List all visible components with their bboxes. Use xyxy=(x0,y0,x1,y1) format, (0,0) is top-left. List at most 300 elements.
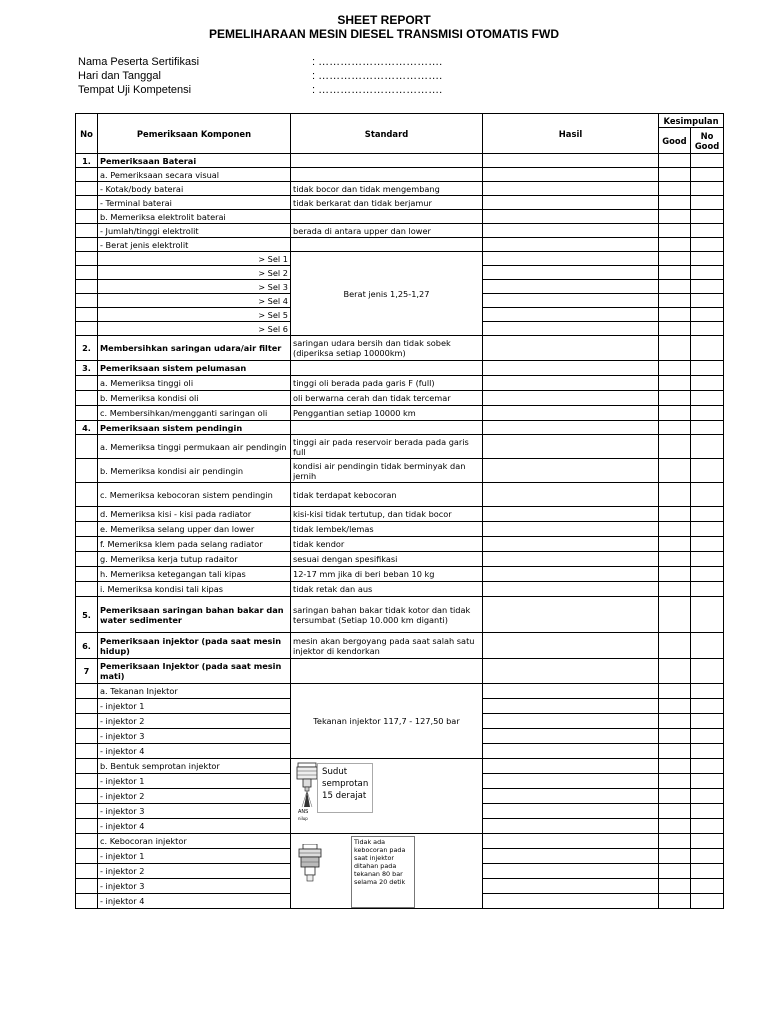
row-no: 6. xyxy=(76,633,98,659)
hasil-cell[interactable] xyxy=(483,168,659,182)
good-cell[interactable] xyxy=(659,834,691,849)
item-label: h. Memeriksa ketegangan tali kipas xyxy=(98,567,291,582)
standard-cell: tidak terdapat kebocoran xyxy=(291,483,483,507)
good-cell[interactable] xyxy=(659,774,691,789)
header-komponen: Pemeriksaan Komponen xyxy=(98,114,291,154)
section-title: Pemeriksaan sistem pelumasan xyxy=(98,361,291,376)
row-no xyxy=(76,582,98,597)
row-no: 5. xyxy=(76,597,98,633)
header-kesimpulan: Kesimpulan xyxy=(659,114,724,128)
good-cell[interactable] xyxy=(659,633,691,659)
nogood-cell[interactable] xyxy=(691,659,724,684)
tekanan-standard: Tekanan injektor 117,7 - 127,50 bar xyxy=(291,684,483,759)
nogood-cell[interactable] xyxy=(691,894,724,909)
standard-cell: kondisi air pendingin tidak berminyak dan jernih xyxy=(291,459,483,483)
good-cell[interactable] xyxy=(659,294,691,308)
nogood-cell[interactable] xyxy=(691,774,724,789)
standard-cell: mesin akan bergoyang pada saat salah satu injektor di kendorkan xyxy=(291,633,483,659)
injector-body-icon xyxy=(295,844,325,888)
good-cell[interactable] xyxy=(659,459,691,483)
table-row xyxy=(76,659,724,684)
item-label: e. Memeriksa selang upper dan lower xyxy=(98,522,291,537)
item-label: c. Memeriksa kebocoran sistem pendingin xyxy=(98,483,291,507)
row-no xyxy=(76,894,98,909)
figure-label: ANS xyxy=(298,809,309,815)
good-cell[interactable] xyxy=(659,864,691,879)
berat-jenis-standard: Berat jenis 1,25-1,27 xyxy=(291,252,483,336)
hasil-cell[interactable] xyxy=(483,714,659,729)
table-row xyxy=(76,196,724,210)
sel-label: > Sel 1 xyxy=(98,252,291,266)
nogood-cell[interactable] xyxy=(691,582,724,597)
item-label: c. Kebocoran injektor xyxy=(98,834,291,849)
item-label: b. Memeriksa kondisi oli xyxy=(98,391,291,406)
nogood-cell[interactable] xyxy=(691,552,724,567)
injektor-label: - injektor 1 xyxy=(98,699,291,714)
hasil-cell[interactable] xyxy=(483,522,659,537)
hasil-cell[interactable] xyxy=(483,537,659,552)
table-row xyxy=(76,759,724,774)
standard-cell: Penggantian setiap 10000 km xyxy=(291,406,483,421)
row-no: 2. xyxy=(76,336,98,361)
item-label: b. Memeriksa elektrolit baterai xyxy=(98,210,291,224)
hasil-cell[interactable] xyxy=(483,849,659,864)
item-label: a. Pemeriksaan secara visual xyxy=(98,168,291,182)
injektor-label: - injektor 2 xyxy=(98,789,291,804)
hasil-cell[interactable] xyxy=(483,659,659,684)
hasil-cell[interactable] xyxy=(483,406,659,421)
good-cell[interactable] xyxy=(659,729,691,744)
hasil-cell[interactable] xyxy=(483,834,659,849)
nogood-cell[interactable] xyxy=(691,182,724,196)
standard-cell xyxy=(291,154,483,168)
row-no xyxy=(76,308,98,322)
row-no xyxy=(76,714,98,729)
hasil-cell[interactable] xyxy=(483,154,659,168)
row-no xyxy=(76,864,98,879)
spray-angle-note: Sudut semprotan 15 derajat xyxy=(317,763,373,813)
standard-cell xyxy=(291,421,483,435)
item-label: g. Memeriksa kerja tutup radaitor xyxy=(98,552,291,567)
good-cell[interactable] xyxy=(659,804,691,819)
section-title: Pemeriksaan saringan bahan bakar dan water sedimenter xyxy=(98,597,291,633)
good-cell[interactable] xyxy=(659,684,691,699)
nogood-cell[interactable] xyxy=(691,864,724,879)
injektor-label: - injektor 4 xyxy=(98,744,291,759)
info-row-nama xyxy=(78,55,442,69)
row-no xyxy=(76,168,98,182)
hasil-cell[interactable] xyxy=(483,879,659,894)
row-no xyxy=(76,280,98,294)
hasil-cell[interactable] xyxy=(483,210,659,224)
info-blank: : ……………………………. xyxy=(312,84,443,96)
nogood-cell[interactable] xyxy=(691,361,724,376)
table-row xyxy=(76,522,724,537)
good-cell[interactable] xyxy=(659,154,691,168)
hasil-cell[interactable] xyxy=(483,435,659,459)
injektor-label: - injektor 1 xyxy=(98,849,291,864)
nogood-cell[interactable] xyxy=(691,252,724,266)
hasil-cell[interactable] xyxy=(483,238,659,252)
good-cell[interactable] xyxy=(659,322,691,336)
good-cell[interactable] xyxy=(659,280,691,294)
info-label: Nama Peserta Sertifikasi xyxy=(78,56,200,68)
good-cell[interactable] xyxy=(659,435,691,459)
section-title: Membersihkan saringan udara/air filter xyxy=(98,336,291,361)
section-title: Pemeriksaan Baterai xyxy=(98,154,291,168)
hasil-cell[interactable] xyxy=(483,699,659,714)
good-cell[interactable] xyxy=(659,744,691,759)
sel-label: > Sel 3 xyxy=(98,280,291,294)
hasil-cell[interactable] xyxy=(483,597,659,633)
hasil-cell[interactable] xyxy=(483,633,659,659)
nogood-cell[interactable] xyxy=(691,435,724,459)
item-label: f. Memeriksa klem pada selang radiator xyxy=(98,537,291,552)
good-cell[interactable] xyxy=(659,196,691,210)
table-row xyxy=(76,507,724,522)
table-row xyxy=(76,224,724,238)
header-good: Good xyxy=(659,128,691,154)
nogood-cell[interactable] xyxy=(691,168,724,182)
good-cell[interactable] xyxy=(659,336,691,361)
good-cell[interactable] xyxy=(659,659,691,684)
info-row-tanggal xyxy=(78,69,442,83)
good-cell[interactable] xyxy=(659,699,691,714)
good-cell[interactable] xyxy=(659,406,691,421)
nogood-cell[interactable] xyxy=(691,406,724,421)
item-label: a. Memeriksa tinggi oli xyxy=(98,376,291,391)
row-no xyxy=(76,684,98,699)
hasil-cell[interactable] xyxy=(483,391,659,406)
report-table xyxy=(75,113,724,909)
figure-sublabel: nilup xyxy=(298,816,308,821)
good-cell[interactable] xyxy=(659,308,691,322)
item-label: c. Membersihkan/mengganti saringan oli xyxy=(98,406,291,421)
sel-label: > Sel 4 xyxy=(98,294,291,308)
hasil-cell[interactable] xyxy=(483,336,659,361)
row-no xyxy=(76,567,98,582)
hasil-cell[interactable] xyxy=(483,507,659,522)
sel-label: > Sel 2 xyxy=(98,266,291,280)
standard-cell xyxy=(291,361,483,376)
table-row xyxy=(76,567,724,582)
info-blank: : ……………………………. xyxy=(312,70,443,82)
good-cell[interactable] xyxy=(659,582,691,597)
good-cell[interactable] xyxy=(659,597,691,633)
injektor-label: - injektor 2 xyxy=(98,714,291,729)
header-nogood: No Good xyxy=(691,128,724,154)
item-label: a. Memeriksa tinggi permukaan air pendingin xyxy=(98,435,291,459)
injektor-label: - injektor 4 xyxy=(98,894,291,909)
nogood-cell[interactable] xyxy=(691,819,724,834)
standard-cell: berada di antara upper dan lower xyxy=(291,224,483,238)
nogood-cell[interactable] xyxy=(691,224,724,238)
item-label: b. Memeriksa kondisi air pendingin xyxy=(98,459,291,483)
row-no xyxy=(76,522,98,537)
good-cell[interactable] xyxy=(659,361,691,376)
item-label: - Kotak/body baterai xyxy=(98,182,291,196)
row-no xyxy=(76,507,98,522)
table-row xyxy=(76,210,724,224)
hasil-cell[interactable] xyxy=(483,322,659,336)
hasil-cell[interactable] xyxy=(483,252,659,266)
good-cell[interactable] xyxy=(659,168,691,182)
item-label: a. Tekanan Injektor xyxy=(98,684,291,699)
good-cell[interactable] xyxy=(659,759,691,774)
table-row xyxy=(76,834,724,849)
nogood-cell[interactable] xyxy=(691,567,724,582)
info-label: Tempat Uji Kompetensi xyxy=(78,84,192,96)
nogood-cell[interactable] xyxy=(691,537,724,552)
hasil-cell[interactable] xyxy=(483,567,659,582)
hasil-cell[interactable] xyxy=(483,294,659,308)
table-row xyxy=(76,252,724,266)
nogood-cell[interactable] xyxy=(691,699,724,714)
hasil-cell[interactable] xyxy=(483,789,659,804)
table-row xyxy=(76,582,724,597)
injektor-label: - injektor 1 xyxy=(98,774,291,789)
standard-cell: tidak lembek/lemas xyxy=(291,522,483,537)
header-standard: Standard xyxy=(291,114,483,154)
hasil-cell[interactable] xyxy=(483,224,659,238)
good-cell[interactable] xyxy=(659,421,691,435)
info-label: Hari dan Tanggal xyxy=(78,70,161,82)
good-cell[interactable] xyxy=(659,567,691,582)
row-no xyxy=(76,182,98,196)
standard-cell: tinggi oli berada pada garis F (full) xyxy=(291,376,483,391)
section-title: Pemeriksaan injektor (pada saat mesin hidup) xyxy=(98,633,291,659)
row-no xyxy=(76,879,98,894)
hasil-cell[interactable] xyxy=(483,483,659,507)
row-no xyxy=(76,252,98,266)
table-row xyxy=(76,633,724,659)
nogood-cell[interactable] xyxy=(691,789,724,804)
page-subtitle: PEMELIHARAAN MESIN DIESEL TRANSMISI OTOMATIS FWD xyxy=(208,27,559,41)
row-no xyxy=(76,224,98,238)
row-no xyxy=(76,552,98,567)
table-row xyxy=(76,168,724,182)
nogood-cell[interactable] xyxy=(691,294,724,308)
standard-cell: saringan bahan bakar tidak kotor dan tidak tersumbat (Setiap 10.000 km diganti) xyxy=(291,597,483,633)
row-no xyxy=(76,729,98,744)
hasil-cell[interactable] xyxy=(483,729,659,744)
row-no xyxy=(76,322,98,336)
nogood-cell[interactable] xyxy=(691,633,724,659)
row-no xyxy=(76,435,98,459)
hasil-cell[interactable] xyxy=(483,804,659,819)
info-row-tempat xyxy=(78,83,442,97)
item-label: b. Bentuk semprotan injektor xyxy=(98,759,291,774)
page-title: SHEET REPORT xyxy=(337,13,431,27)
table-row xyxy=(76,182,724,196)
sel-label: > Sel 5 xyxy=(98,308,291,322)
header-hasil: Hasil xyxy=(483,114,659,154)
row-no xyxy=(76,376,98,391)
table-row xyxy=(76,684,724,699)
good-cell[interactable] xyxy=(659,252,691,266)
sel-label: > Sel 6 xyxy=(98,322,291,336)
good-cell[interactable] xyxy=(659,789,691,804)
table-row xyxy=(76,552,724,567)
hasil-cell[interactable] xyxy=(483,864,659,879)
nogood-cell[interactable] xyxy=(691,729,724,744)
standard-cell: 12-17 mm jika di beri beban 10 kg xyxy=(291,567,483,582)
standard-cell: sesuai dengan spesifikasi xyxy=(291,552,483,567)
row-no xyxy=(76,294,98,308)
good-cell[interactable] xyxy=(659,376,691,391)
leak-figure xyxy=(291,834,482,906)
standard-cell: tidak retak dan aus xyxy=(291,582,483,597)
standard-cell: saringan udara bersih dan tidak sobek (diperiksa setiap 10000km) xyxy=(291,336,483,361)
table-header-row xyxy=(76,114,724,128)
good-cell[interactable] xyxy=(659,182,691,196)
row-no: 1. xyxy=(76,154,98,168)
hasil-cell[interactable] xyxy=(483,684,659,699)
nogood-cell[interactable] xyxy=(691,483,724,507)
row-no xyxy=(76,196,98,210)
row-no xyxy=(76,849,98,864)
good-cell[interactable] xyxy=(659,507,691,522)
nogood-cell[interactable] xyxy=(691,849,724,864)
standard-cell xyxy=(291,210,483,224)
good-cell[interactable] xyxy=(659,391,691,406)
standard-cell xyxy=(291,659,483,684)
injektor-label: - injektor 3 xyxy=(98,804,291,819)
header-no: No xyxy=(76,114,98,154)
standard-cell: tidak bocor dan tidak mengembang xyxy=(291,182,483,196)
nogood-cell[interactable] xyxy=(691,459,724,483)
nogood-cell[interactable] xyxy=(691,308,724,322)
table-row xyxy=(76,537,724,552)
hasil-cell[interactable] xyxy=(483,196,659,210)
nogood-cell[interactable] xyxy=(691,391,724,406)
standard-cell xyxy=(291,238,483,252)
hasil-cell[interactable] xyxy=(483,280,659,294)
section-title: Pemeriksaan Injektor (pada saat mesin mati) xyxy=(98,659,291,684)
good-cell[interactable] xyxy=(659,238,691,252)
good-cell[interactable] xyxy=(659,266,691,280)
hasil-cell[interactable] xyxy=(483,266,659,280)
spray-figure xyxy=(291,759,482,821)
good-cell[interactable] xyxy=(659,522,691,537)
participant-info xyxy=(78,55,442,97)
table-row xyxy=(76,361,724,376)
good-cell[interactable] xyxy=(659,879,691,894)
row-no: 4. xyxy=(76,421,98,435)
injektor-label: - injektor 4 xyxy=(98,819,291,834)
hasil-cell[interactable] xyxy=(483,759,659,774)
nogood-cell[interactable] xyxy=(691,376,724,391)
row-no xyxy=(76,391,98,406)
good-cell[interactable] xyxy=(659,483,691,507)
section-title: Pemeriksaan sistem pendingin xyxy=(98,421,291,435)
injektor-label: - injektor 3 xyxy=(98,729,291,744)
nogood-cell[interactable] xyxy=(691,804,724,819)
nogood-cell[interactable] xyxy=(691,266,724,280)
hasil-cell[interactable] xyxy=(483,744,659,759)
nogood-cell[interactable] xyxy=(691,744,724,759)
table-row xyxy=(76,459,724,483)
good-cell[interactable] xyxy=(659,552,691,567)
nogood-cell[interactable] xyxy=(691,154,724,168)
hasil-cell[interactable] xyxy=(483,459,659,483)
table-row xyxy=(76,483,724,507)
nogood-cell[interactable] xyxy=(691,714,724,729)
hasil-cell[interactable] xyxy=(483,376,659,391)
hasil-cell[interactable] xyxy=(483,552,659,567)
table-row xyxy=(76,376,724,391)
row-no xyxy=(76,459,98,483)
standard-cell: tinggi air pada reservoir berada pada garis full xyxy=(291,435,483,459)
nogood-cell[interactable] xyxy=(691,522,724,537)
row-no xyxy=(76,759,98,774)
hasil-cell[interactable] xyxy=(483,308,659,322)
item-label: - Berat jenis elektrolit xyxy=(98,238,291,252)
good-cell[interactable] xyxy=(659,849,691,864)
standard-cell: kisi-kisi tidak tertutup, dan tidak bocor xyxy=(291,507,483,522)
nogood-cell[interactable] xyxy=(691,336,724,361)
row-no xyxy=(76,804,98,819)
hasil-cell[interactable] xyxy=(483,421,659,435)
row-no: 3. xyxy=(76,361,98,376)
table-row xyxy=(76,391,724,406)
item-label: - Terminal baterai xyxy=(98,196,291,210)
hasil-cell[interactable] xyxy=(483,774,659,789)
row-no xyxy=(76,238,98,252)
nogood-cell[interactable] xyxy=(691,322,724,336)
injektor-label: - injektor 3 xyxy=(98,879,291,894)
hasil-cell[interactable] xyxy=(483,819,659,834)
hasil-cell[interactable] xyxy=(483,182,659,196)
nogood-cell[interactable] xyxy=(691,238,724,252)
standard-cell: tidak kendor xyxy=(291,537,483,552)
info-blank: : ……………………………. xyxy=(312,56,443,68)
row-no xyxy=(76,483,98,507)
table-row xyxy=(76,421,724,435)
row-no xyxy=(76,537,98,552)
nogood-cell[interactable] xyxy=(691,210,724,224)
table-row xyxy=(76,238,724,252)
nogood-cell[interactable] xyxy=(691,684,724,699)
nogood-cell[interactable] xyxy=(691,597,724,633)
nogood-cell[interactable] xyxy=(691,759,724,774)
leak-note: Tidak ada kebocoran pada saat injektor ditahan pada tekanan 80 bar selama 20 detik xyxy=(351,836,415,908)
good-cell[interactable] xyxy=(659,819,691,834)
standard-cell: tidak berkarat dan tidak berjamur xyxy=(291,196,483,210)
good-cell[interactable] xyxy=(659,224,691,238)
good-cell[interactable] xyxy=(659,210,691,224)
hasil-cell[interactable] xyxy=(483,582,659,597)
good-cell[interactable] xyxy=(659,714,691,729)
nogood-cell[interactable] xyxy=(691,879,724,894)
table-row xyxy=(76,435,724,459)
nogood-cell[interactable] xyxy=(691,421,724,435)
nogood-cell[interactable] xyxy=(691,507,724,522)
table-row xyxy=(76,406,724,421)
good-cell[interactable] xyxy=(659,537,691,552)
row-no xyxy=(76,789,98,804)
row-no xyxy=(76,266,98,280)
nogood-cell[interactable] xyxy=(691,280,724,294)
good-cell[interactable] xyxy=(659,894,691,909)
row-no xyxy=(76,774,98,789)
hasil-cell[interactable] xyxy=(483,894,659,909)
table-row xyxy=(76,154,724,168)
standard-cell xyxy=(291,168,483,182)
nogood-cell[interactable] xyxy=(691,834,724,849)
nogood-cell[interactable] xyxy=(691,196,724,210)
hasil-cell[interactable] xyxy=(483,361,659,376)
